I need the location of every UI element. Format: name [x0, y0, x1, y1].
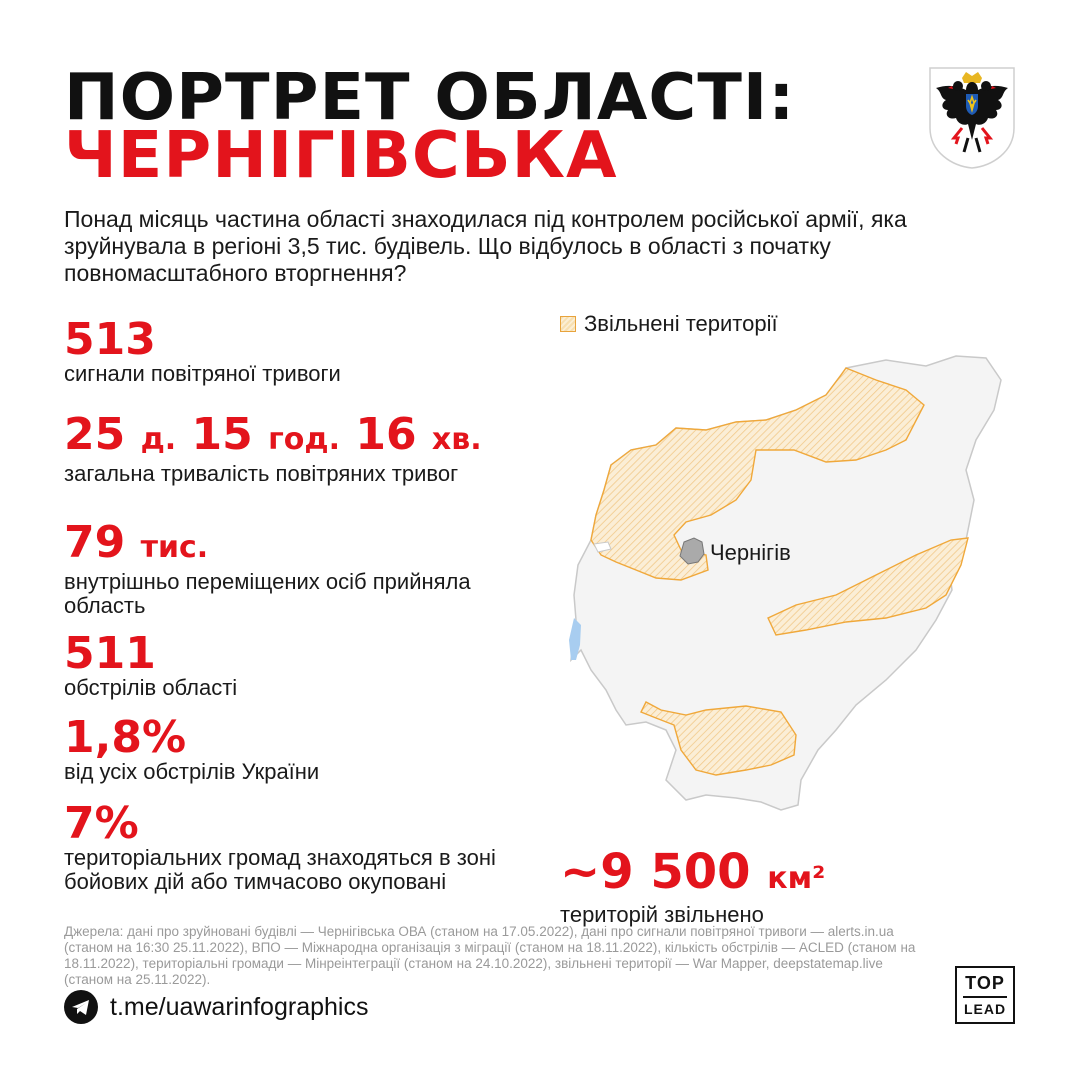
- logo-divider: [963, 996, 1007, 998]
- stat-label: сигнали повітряної тривоги: [64, 361, 341, 386]
- stat-label: територіальних громад знаходяться в зоні бойових дій або тимчасово окуповані: [64, 845, 496, 894]
- stat-value: 513: [64, 314, 156, 365]
- chernihiv-coat-of-arms-icon: [928, 66, 1016, 170]
- stat-value: [64, 517, 504, 570]
- sources-text: Джерела: дані про зруйновані будівлі — Чернігівська ОВА (станом на 17.05.2022), дані про сигнали повітряної тривоги — alerts.in.ua (станом на 16:30 25.11.2022), ВПО — Міжнародна організація з міграції (станом на 18.11.2022), кількість обстрілів — ACLED (станом на 18.11.2022), територіальні громади — Мінреінтеграції (станом на 24.10.2022), звільнені території — War Mapper, deepstatemap.live (станом на 25.11.2022).: [64, 924, 916, 987]
- stat-share-ukraine: [64, 712, 504, 784]
- telegram-icon: [64, 990, 98, 1024]
- duration-minutes-unit: хв.: [431, 422, 482, 457]
- water-body: [569, 618, 581, 660]
- liberated-area-unit: км²: [767, 861, 826, 896]
- city-label-chernihiv: Чернігів: [710, 540, 791, 565]
- stat-air-alerts: [64, 314, 504, 386]
- stat-label: обстрілів області: [64, 675, 238, 700]
- logo-top: TOP: [965, 973, 1005, 993]
- intro-text: Понад місяць частина області знаходилася під контролем російської армії, яка зруйнувала в регіоні 3,5 тис. будівель. Що відбулось в області з початку повномасштабного вторгнення?: [64, 206, 907, 286]
- map-legend: [560, 311, 778, 337]
- liberated-area-south: [641, 702, 796, 775]
- telegram-link-text[interactable]: t.me/uawarinfographics: [110, 992, 369, 1021]
- duration-minutes-value: 16: [355, 409, 417, 460]
- stat-label: територій звільнено: [560, 902, 764, 927]
- logo-bottom: LEAD: [963, 1001, 1007, 1017]
- stat-alert-duration: [64, 409, 504, 486]
- idp-unit: тис.: [140, 530, 209, 565]
- stat-label: внутрішньо переміщених осіб прийняла область: [64, 569, 471, 618]
- duration-days-unit: д.: [140, 422, 177, 457]
- telegram-link[interactable]: [64, 990, 368, 1024]
- idp-value: 79: [64, 517, 126, 568]
- legend-label: Звільнені території: [584, 311, 778, 336]
- liberated-area-value: ~9 500: [560, 844, 751, 900]
- stat-shellings: [64, 628, 504, 700]
- stat-communities: [64, 798, 504, 894]
- stat-value: 511: [64, 628, 156, 679]
- duration-hours-unit: год.: [268, 422, 340, 457]
- stat-label: від усіх обстрілів України: [64, 759, 320, 784]
- chernihiv-region-map: [556, 350, 1016, 820]
- title-line2: ЧЕРНІГІВСЬКА: [64, 119, 618, 193]
- stat-label: загальна тривалість повітряних тривог: [64, 461, 459, 486]
- stat-value: 7%: [64, 798, 139, 849]
- legend-swatch-hatched: [560, 316, 576, 332]
- stat-value: [64, 409, 504, 462]
- title-line1: ПОРТРЕТ ОБЛАСТІ:: [64, 61, 796, 135]
- toplead-logo: [955, 966, 1015, 1024]
- stat-idp: [64, 517, 504, 618]
- duration-hours-value: 15: [191, 409, 253, 460]
- stat-value: 1,8%: [64, 712, 187, 763]
- stat-value: [560, 844, 860, 903]
- liberated-area-stat: [560, 844, 860, 927]
- duration-days-value: 25: [64, 409, 126, 460]
